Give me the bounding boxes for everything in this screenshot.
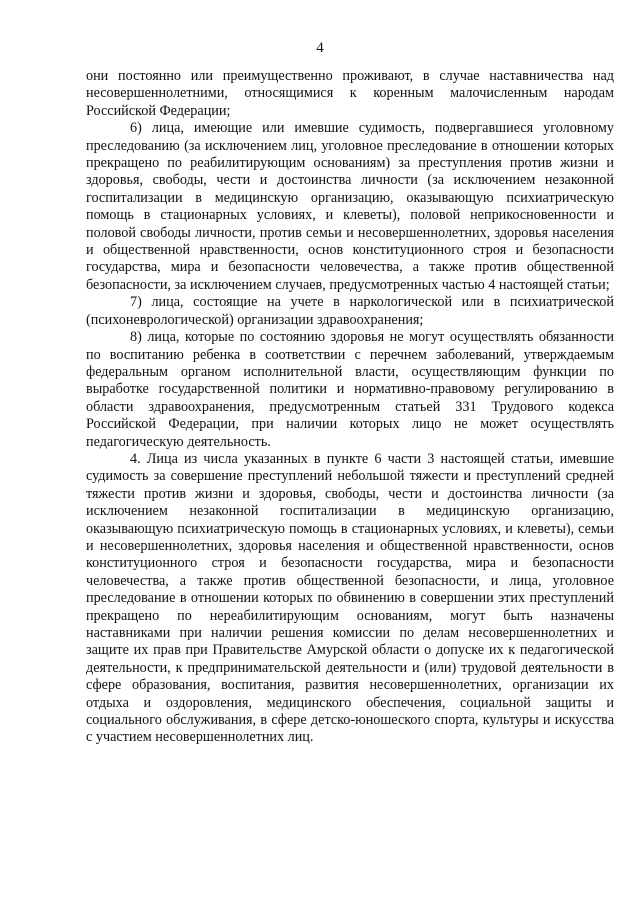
paragraph-item-8: 8) лица, которые по состоянию здоровья не могут осуществлять обязанности по воспитанию ребенка в соответствии с перечнем заболеваний, утверждаемым федеральным органом исполнительной власти, осуществляющим функции по выработке государственной политики и нормативно-правовому регулированию в области здравоохранения, предусмотренным статьей 331 Трудового кодекса Российской Федерации, при наличии которых лицо не может осуществлять педагогическую деятельность. xyxy=(86,329,614,450)
paragraph-item-6: 6) лица, имеющие или имевшие судимость, подвергавшиеся уголовному преследованию (за исключением лиц, уголовное преследование в отношении которых прекращено по реабилитирующим основаниям) за преступления против жизни и здоровья, свободы, чести и достоинства личности (за исключением незаконной госпитализации в медицинскую организацию, оказывающую психиатрическую помощь в стационарных условиях, и клеветы), половой неприкосновенности и половой свободы личности, против семьи и несовершеннолетних, здоровья населения и общественной нравственности, основ конституционного строя и безопасности государства, мира и безопасности человечества, а также против общественной безопасности, за исключением случаев, предусмотренных частью 4 настоящей статьи; xyxy=(86,120,614,293)
paragraph-part-4: 4. Лица из числа указанных в пункте 6 части 3 настоящей статьи, имевшие судимость за совершение преступлений небольшой тяжести и преступлений средней тяжести против жизни и здоровья, свободы, чести и достоинства личности (за исключением незаконной госпитализации в медицинскую организацию, оказывающую психиатрическую помощь в стационарных условиях, и клеветы), семьи и несовершеннолетних, здоровья населения и общественной нравственности, основ конституционного строя и безопасности государства, мира и безопасности человечества, а также против общественной безопасности, и лица, уголовное преследование в отношении которых по обвинению в совершении этих преступлений прекращено по нереабилитирующим основаниям, могут быть назначены наставниками при наличии решения комиссии по делам несовершеннолетних и защите их прав при Правительстве Амурской области о допуске их к педагогической деятельности, к предпринимательской деятельности и (или) трудовой деятельности в сфере образования, воспитания, развития несовершеннолетних, организации их отдыха и оздоровления, медицинского обеспечения, социальной защиты и социального обслуживания, в сфере детско-юношеского спорта, культуры и искусства с участием несовершеннолетних лиц. xyxy=(86,450,614,746)
page-number: 4 xyxy=(316,40,324,56)
paragraph-item-7: 7) лица, состоящие на учете в наркологической или в психиатрической (психоневрологической) организации здравоохранения; xyxy=(86,294,614,328)
document-body xyxy=(86,68,614,747)
paragraph-continuation: они постоянно или преимущественно проживают, в случае наставничества над несовершеннолетними, относящимися к коренным малочисленным народам Российской Федерации; xyxy=(86,68,614,119)
